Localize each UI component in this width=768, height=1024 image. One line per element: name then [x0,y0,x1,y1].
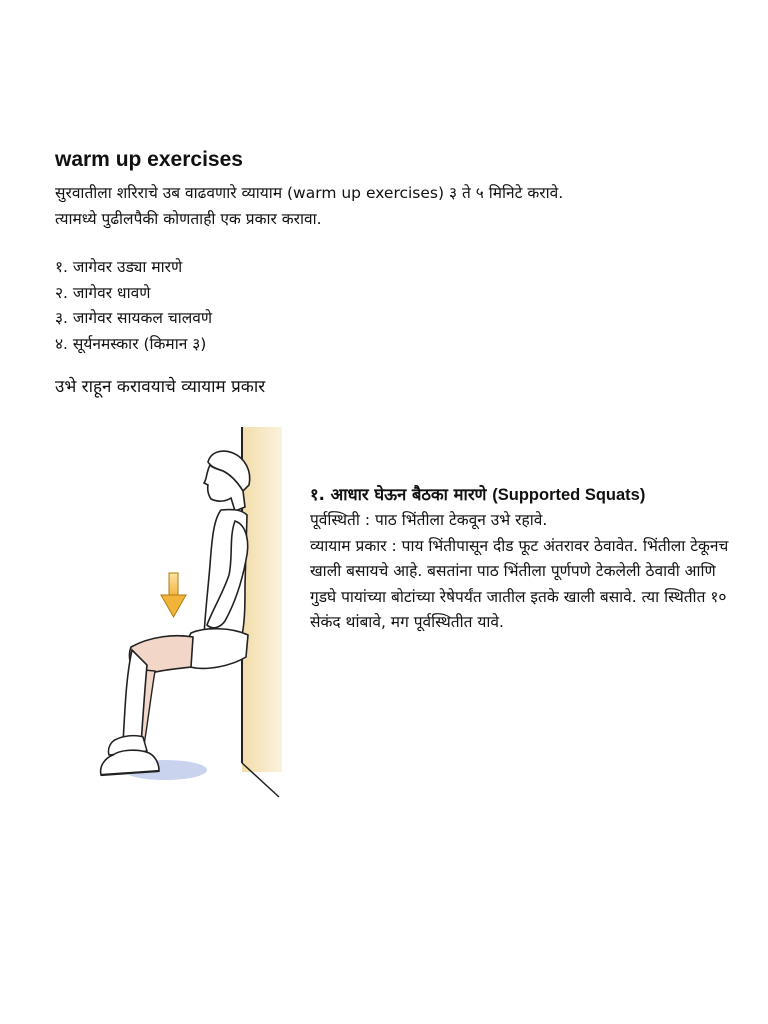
warmup-list [55,255,212,357]
intro-line-2: त्यामध्ये पुढीलपैकी कोणताही एक प्रकार करावा. [55,210,322,228]
shorts [186,629,248,669]
wall-squat-illustration [95,425,290,800]
exercise-title-marathi: १. आधार घेऊन बैठका मारणे [310,485,493,504]
page-heading: warm up exercises [55,148,243,171]
list-item: ४. सूर्यनमस्कार (किमान ३) [55,334,207,353]
down-arrow-icon [161,573,186,617]
section-title: उभे राहून करावयाचे व्यायाम प्रकार [55,377,266,397]
exercise-title [310,482,730,508]
intro-text [55,180,735,232]
exercise-description [310,508,730,636]
exercise-title-english: (Supported Squats) [492,486,646,504]
exercise-1 [310,482,730,636]
list-item: १. जागेवर उड्या मारणे [55,258,183,276]
list-item: २. जागेवर धावणे [55,283,151,302]
start-position: पूर्वस्थिती : पाठ भिंतीला टेकवून उभे रहावे. [310,511,548,529]
exercise-method: व्यायाम प्रकार : पाय भिंतीपासून दीड फूट अंतरावर ठेवावेत. भिंतीला टेकूनच खाली बसायचे आहे. बसतांना पाठ भिंतीला पूर्णपणे टेकलेली ठेवावी आणि गुडघे पायांच्या बोटांच्या रेषेपर्यंत जातील इतके खाली बसावे. त्या स्थितीत १० सेकंद थांबावे, मग पूर्वस्थितीत यावे. [310,536,729,631]
list-item: ३. जागेवर सायकल चालवणे [55,309,213,327]
intro-line-1: सुरवातीला शरिराचे उब वाढवणारे व्यायाम (warm up exercises) ३ ते ५ मिनिटे करावे. [55,184,564,202]
